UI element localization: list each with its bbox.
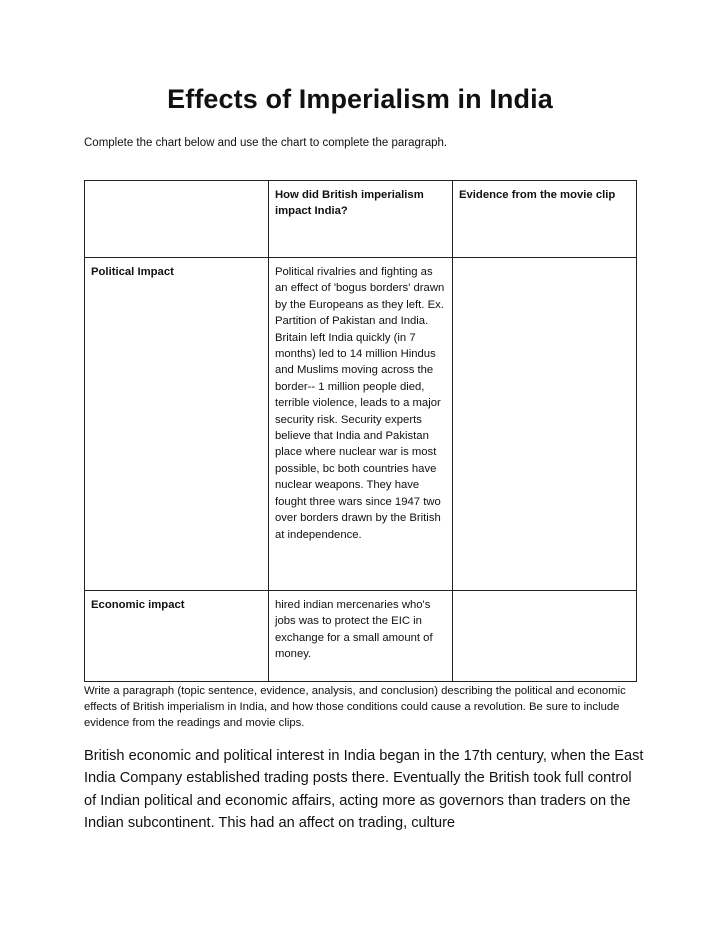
paragraph-prompt: Write a paragraph (topic sentence, evidence, analysis, and conclusion) describing the political and economic effects of British imperialism in India, and how those conditions could cause a revolution. Be sure to include evidence from the readings and movie clips. [84, 685, 626, 729]
impact-chart-table [84, 180, 637, 682]
document-title: Effects of Imperialism in India [167, 84, 553, 114]
table-row [85, 258, 637, 591]
header-cell-impact: How did British imperialism impact India? [268, 181, 452, 258]
table-row [85, 591, 637, 682]
student-paragraph[interactable]: British economic and political interest in India began in the 17th century, when the East India Company established trading posts there. Eventually the British took full control of Indian political and economic affairs, acting more as governors than traders on the Indian subcontinent. This had an affect on trading, culture [84, 748, 644, 831]
header-cell-empty [85, 181, 269, 258]
row-label-economic: Economic impact [85, 591, 269, 682]
table-header-row [85, 181, 637, 258]
cell-economic-evidence[interactable] [452, 591, 636, 682]
cell-political-impact[interactable]: Political rivalries and fighting as an effect of 'bogus borders' drawn by the Europeans as they left. Ex. Partition of Pakistan and India. Britain left India quickly (in 7 months) led to 14 million Hindus and Muslims moving across the border-- 1 million people died, terrible violence, leads to a major security risk. Security experts believe that India and Pakistan place where nuclear war is most possible, bc both countries have nuclear weapons. They have fought three wars since 1947 two over borders drawn by the British at independence. [268, 258, 452, 591]
header-cell-evidence: Evidence from the movie clip [452, 181, 636, 258]
cell-political-evidence[interactable] [452, 258, 636, 591]
instructions-text: Complete the chart below and use the chart to complete the paragraph. [84, 137, 448, 149]
row-label-political: Political Impact [85, 258, 269, 591]
cell-economic-impact[interactable]: hired indian mercenaries who's jobs was to protect the EIC in exchange for a small amount of money. [268, 591, 452, 682]
